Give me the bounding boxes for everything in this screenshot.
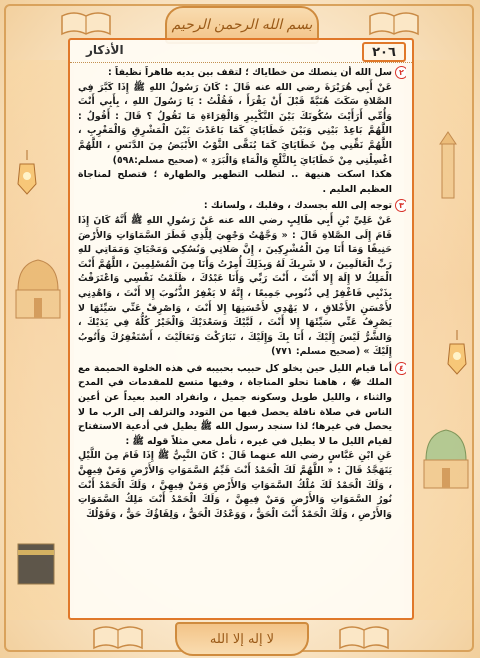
mosque-dome-icon <box>10 250 66 320</box>
bottom-tawhid-ornament <box>175 622 309 656</box>
page-body <box>78 66 406 614</box>
text-panel <box>68 38 414 620</box>
section-3 <box>78 199 406 360</box>
kaaba-icon <box>8 520 64 590</box>
page-header <box>70 40 412 63</box>
lantern-icon <box>16 150 38 202</box>
section-number-badge: ٤ <box>395 362 406 375</box>
hadith-text: عَنِ ابْنِ عَبَّاسٍ رضي الله عنهما قَالَ : كَانَ النَّبِيُّ ﷺ إِذَا قَامَ مِنَ اللَّيْلِ يَتَهَجَّدُ قَالَ : « اللَّهُمَّ لَكَ الْحَمْدُ أَنْتَ قَيِّمُ السَّمَوَاتِ وَالأَرْضِ وَمَنْ فِيهِنَّ ، وَلَكَ الْحَمْدُ لَكَ مُلْكُ السَّمَوَاتِ وَالأَرْضِ وَمَنْ فِيهِنَّ ، وَلَكَ الْحَمْدُ أَنْتَ نُورُ السَّمَوَاتِ وَالأَرْضِ وَمَنْ فِيهِنَّ ، وَلَكَ الْحَمْدُ أَنْتَ مَلِكُ السَّمَوَاتِ وَالأَرْضِ ، وَلَكَ الْحَمْدُ أَنْتَ الْحَقُّ ، وَوَعْدُكَ الْحَقُّ ، وَلِقَاؤُكَ حَقٌّ ، وَقَوْلُكَ <box>78 450 392 520</box>
hadith-text: عَنْ أَبِي هُرَيْرَةَ رضي الله عنه قَالَ : كَانَ رَسُولُ اللهِ ﷺ إِذَا كَبَّرَ فِي الصَّلاةِ سَكَتَ هُنَيَّةً قَبْلَ أَنْ يَقْرَأَ ، فَقُلْتُ : يَا رَسُولَ اللهِ ، بِأَبِي أَنْتَ وَأُمِّي أَرَأَيْتَ سُكُوتَكَ بَيْنَ التَّكْبِيرِ وَالْقِرَاءَةِ مَا تَقُولُ ؟ قَالَ : أَقُولُ : اللَّهُمَّ بَاعِدْ بَيْنِي وَبَيْنَ خَطَايَايَ كَمَا بَاعَدْتَ بَيْنَ الْمَشْرِقِ وَالْمَغْرِبِ ، اللَّهُمَّ نَقِّنِي مِنْ خَطَايَايَ كَمَا يُنَقَّى الثَّوْبُ الأَبْيَضُ مِنَ الدَّنَسِ ، اللَّهُمَّ اغْسِلْنِي مِنْ خَطَايَايَ بِالثَّلْجِ وَالْمَاءِ وَالْبَرَدِ » (صحيح مسلم:٥٩٨) <box>78 81 392 166</box>
section-intro: أما قيام الليل حين يخلو كل حبيب بحبيبه في هذه الخلوة الحميمة مع الملك ﷻ ، هاهنا تحلو المناجاة ، وفيها متسع للمقدمات في المدح والثناء ، والليل طويل وسكونه جميل ، وانفراد العبد بعيداً عن أعين الناس في صلاة نافلة يحصل فيها من التودد والتزلف إلى الرب ما لا يحصل في غيرها؛ لذا سنجد رسول الله ﷺ يطيل في أدعية الاستفتاح لقيام الليل ما لا يطيل في غيره ، تأمل معي مثلاً قوله ﷺ : <box>78 362 392 447</box>
section-comment: هكذا اسكت هنيهة .. لتطلب التطهير والطهارة ؛ فتصلح لمناجاة العظيم العليم . <box>78 169 392 195</box>
hadith-text: عَنْ عَلِيِّ بْنِ أَبِي طَالِبٍ رضي الله عنه عَنْ رَسُولِ اللهِ ﷺ أَنَّهُ كَانَ إِذَا قَامَ إِلَى الصَّلاةِ قَالَ : « وَجَّهْتُ وَجْهِيَ لِلَّذِي فَطَرَ السَّمَاوَاتِ وَالأَرْضَ حَنِيفًا وَمَا أَنَا مِنَ الْمُشْرِكِينَ ، إِنَّ صَلاتِي وَنُسُكِي وَمَحْيَايَ وَمَمَاتِي للهِ رَبِّ الْعَالَمِينَ ، لا شَرِيكَ لَهُ وَبِذَلِكَ أُمِرْتُ وَأَنَا مِنَ الْمُسْلِمِينَ ، اللَّهُمَّ أَنْتَ الْمَلِكُ لا إِلَهَ إِلا أَنْتَ ، أَنْتَ رَبِّي وَأَنَا عَبْدُكَ ، ظَلَمْتُ نَفْسِي وَاعْتَرَفْتُ بِذَنْبِي فَاغْفِرْ لِي ذُنُوبِي جَمِيعًا ، إِنَّهُ لا يَغْفِرُ الذُّنُوبَ إِلا أَنْتَ ، وَاهْدِنِي لأَحْسَنِ الأَخْلاقِ ، لا يَهْدِي لأَحْسَنِهَا إِلا أَنْتَ ، وَاصْرِفْ عَنِّي سَيِّئَهَا لا يَصْرِفُ عَنِّي سَيِّئَهَا إِلا أَنْتَ ، لَبَّيْكَ وَسَعْدَيْكَ وَالْخَيْرُ كُلُّهُ فِي يَدَيْكَ ، وَالشَّرُّ لَيْسَ إِلَيْكَ ، أَنَا بِكَ وَإِلَيْكَ ، تَبَارَكْتَ وَتَعَالَيْتَ ، أَسْتَغْفِرُكَ وَأَتُوبُ إِلَيْكَ » (صحيح مسلم: ٧٧١) <box>78 214 392 358</box>
section-4 <box>78 362 406 523</box>
minaret-icon <box>420 130 476 200</box>
open-book-icon <box>338 622 390 652</box>
page-number-box <box>362 42 406 62</box>
book-section-title: الأذكار <box>86 43 124 57</box>
basmala-text: بسم الله الرحمن الرحيم <box>171 17 313 33</box>
open-book-icon <box>60 8 112 38</box>
mosque-dome-icon <box>418 420 474 490</box>
page-number: ٢٠٦ <box>372 44 396 60</box>
tawhid-text: لا إله إلا الله <box>209 631 275 647</box>
section-number-badge: ٣ <box>395 199 406 212</box>
section-intro: توجه إلى الله بجسدك ، وقلبك ، ولسانك : <box>203 200 392 212</box>
section-intro: سل الله أن ينصلك من خطاياك ؛ لتقف بين يديه طاهراً نظيفاً : <box>108 67 392 78</box>
lantern-icon <box>446 330 468 382</box>
section-2 <box>78 66 406 197</box>
section-number-badge: ٢ <box>395 66 406 79</box>
open-book-icon <box>368 8 420 38</box>
open-book-icon <box>92 622 144 652</box>
